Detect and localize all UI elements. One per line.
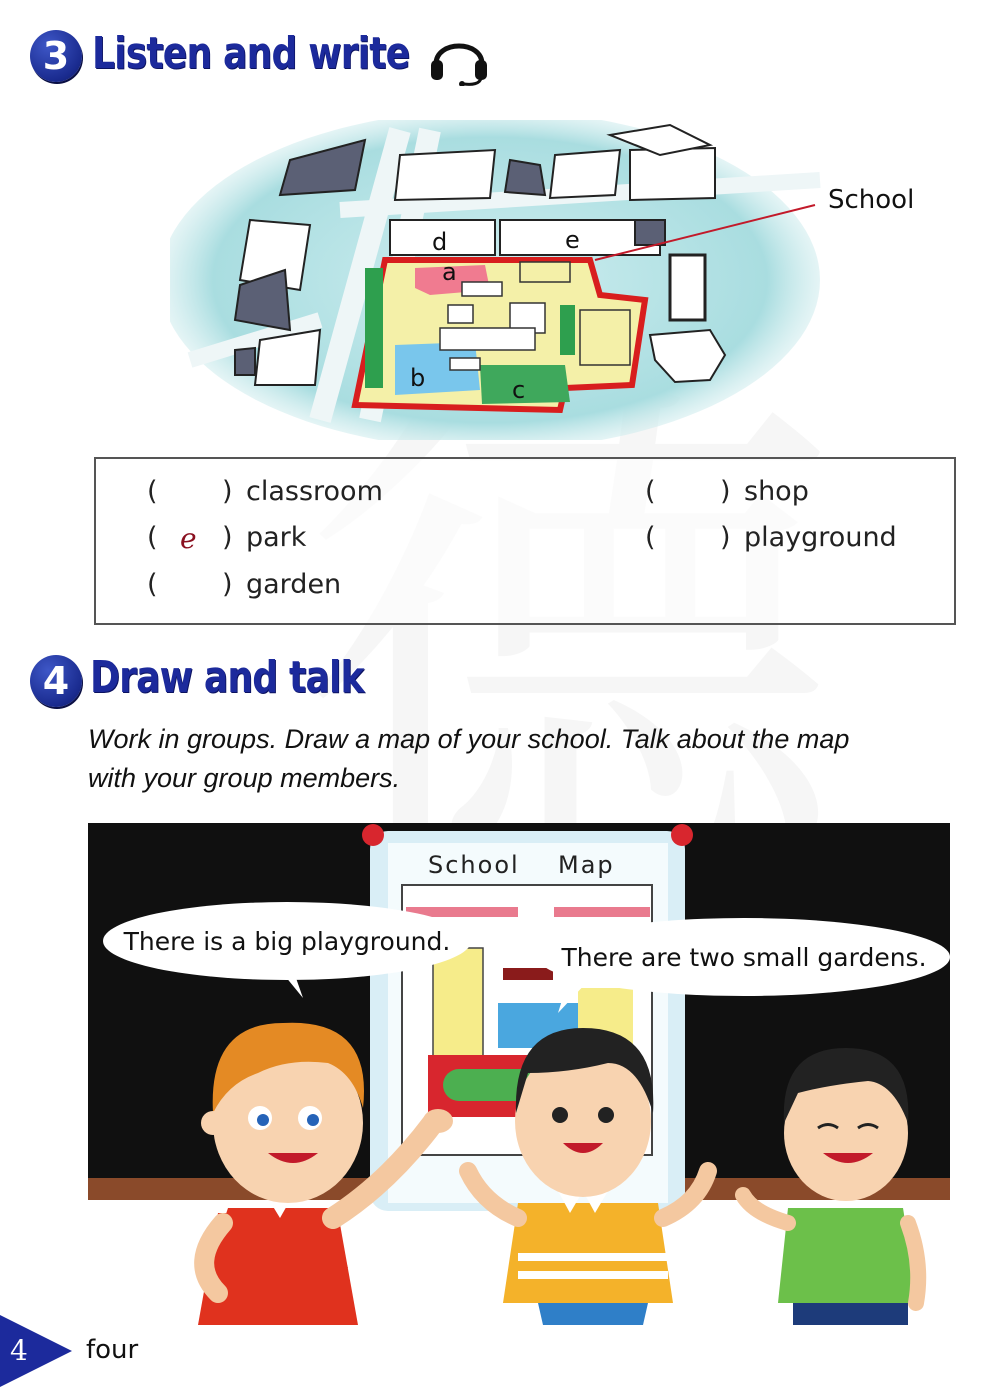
instruction-line-2: with your group members. (88, 763, 401, 793)
option-word: playground (744, 522, 897, 553)
section-number-badge: 4 (30, 655, 82, 707)
section-title: Draw and talk (90, 652, 364, 703)
page-word: four (86, 1335, 139, 1365)
speech-bubble-left: There is a big playground. (103, 902, 471, 980)
section-title: Listen and write (92, 28, 410, 79)
map-letter-c: c (512, 376, 526, 404)
section-number-badge: 3 (30, 30, 82, 82)
page-number: 4 (10, 1334, 28, 1367)
option-word: park (246, 522, 307, 553)
paren-open: ( (645, 476, 656, 507)
paren-close: ) (222, 522, 233, 553)
map-letter-b: b (410, 364, 426, 392)
paren-close: ) (222, 476, 233, 507)
paren-close: ) (720, 522, 731, 553)
paren-open: ( (645, 522, 656, 553)
paren-close: ) (222, 569, 233, 600)
poster-title-map: Map (558, 851, 615, 879)
paren-close: ) (720, 476, 731, 507)
map-letter-d: d (432, 228, 448, 256)
poster-title-school: School (428, 851, 520, 879)
paren-open: ( (147, 476, 158, 507)
map-letter-a: a (442, 258, 457, 286)
option-word: shop (744, 476, 809, 507)
paren-open: ( (147, 522, 158, 553)
option-word: classroom (246, 476, 383, 507)
option-word: garden (246, 569, 342, 600)
school-label: School (828, 185, 915, 215)
instruction-line-1: Work in groups. Draw a map of your school. Talk about the map (88, 724, 850, 754)
paren-open: ( (147, 569, 158, 600)
map-letter-e: e (565, 226, 580, 254)
classroom-scene (88, 823, 950, 1325)
neighborhood-map (170, 120, 990, 440)
speech-bubble-right: There are two small gardens. (538, 918, 950, 996)
headphones-icon (428, 30, 490, 86)
answer-blank[interactable]: e (180, 522, 197, 555)
